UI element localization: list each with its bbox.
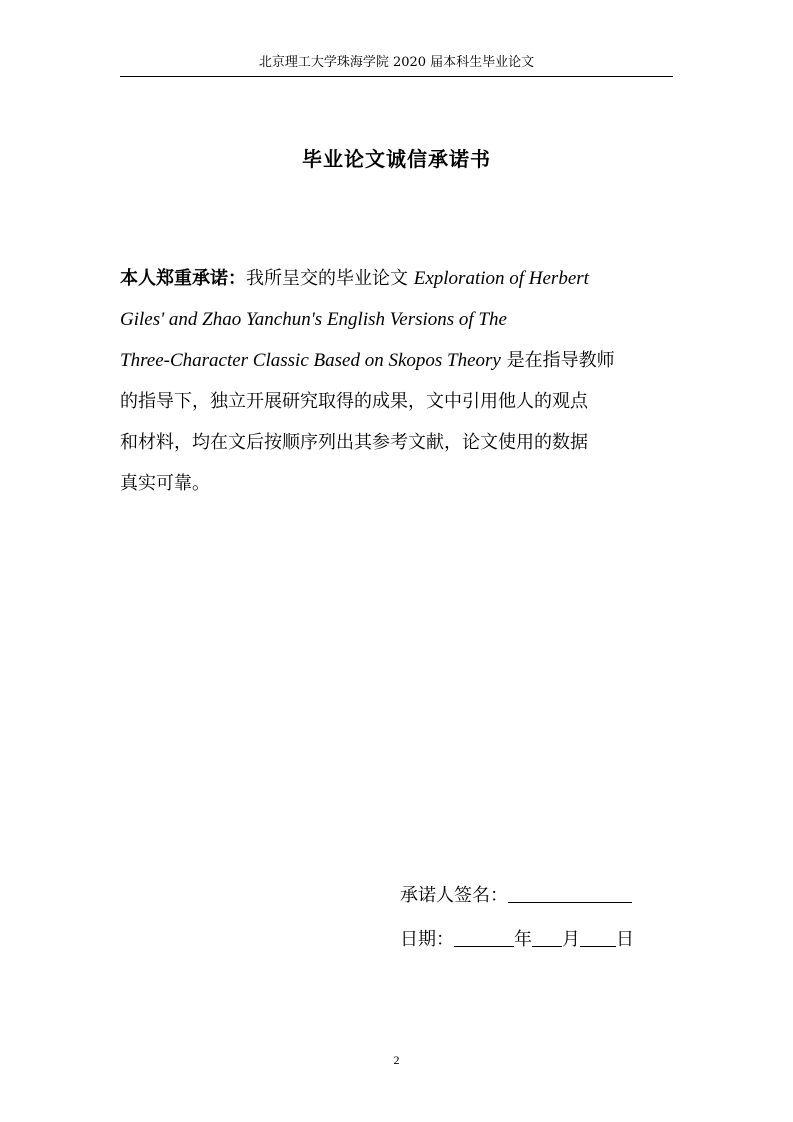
paragraph-line-6: 真实可靠。 — [120, 473, 210, 494]
paragraph-line-4: 的指导下，独立开展研究取得的成果，文中引用他人的观点 — [120, 391, 588, 412]
paragraph-line-1 — [120, 258, 680, 299]
paragraph-line-2 — [120, 299, 680, 340]
thesis-title-part-3: Three-Character Classic Based on Skopos Theory — [120, 350, 501, 371]
paragraph-line-5: 和材料，均在文后按顺序列出其参考文献，论文使用的数据 — [120, 432, 588, 453]
signature-label: 承诺人签名： — [400, 885, 508, 906]
paragraph-line-3-cont: 是在指导教师 — [506, 350, 615, 371]
signature-blank[interactable] — [508, 884, 632, 903]
month-label: 月 — [562, 929, 580, 950]
date-label: 日期： — [400, 929, 454, 950]
year-blank[interactable] — [454, 928, 514, 947]
signature-row — [400, 884, 632, 908]
page-number: 2 — [393, 1053, 400, 1067]
day-blank[interactable] — [580, 928, 616, 947]
paragraph-line-3 — [120, 340, 680, 381]
day-label: 日 — [616, 929, 634, 950]
thesis-title-part-2: Giles' and Zhao Yanchun's English Versions of The — [120, 309, 507, 330]
page-title: 毕业论文诚信承诺书 — [302, 147, 491, 171]
pledge-lead: 本人郑重承诺： — [120, 268, 246, 289]
running-header: 北京理工大学珠海学院 2020 届本科生毕业论文 — [120, 56, 673, 77]
year-label: 年 — [514, 929, 532, 950]
pledge-paragraph — [120, 258, 680, 504]
month-blank[interactable] — [532, 928, 562, 947]
pledge-intro: 我所呈交的毕业论文 — [246, 268, 408, 289]
date-row — [400, 928, 634, 952]
thesis-title-part-1: Exploration of Herbert — [413, 268, 589, 289]
